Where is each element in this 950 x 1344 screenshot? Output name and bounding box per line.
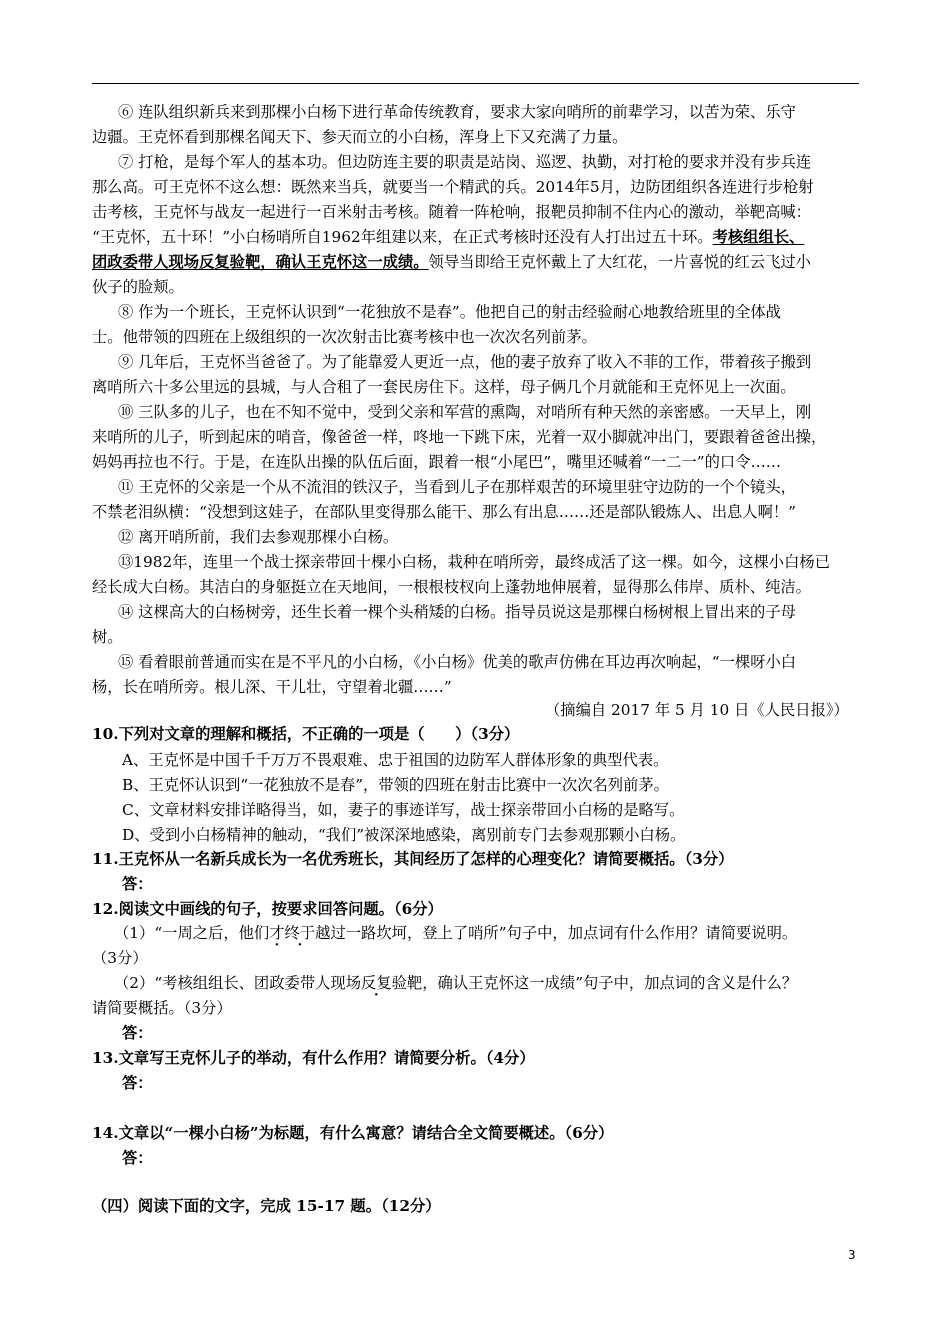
section-4-heading: （四）阅读下面的文字，完成 15-17 题。（12分） xyxy=(92,1197,441,1215)
question-12-part-1-text-a: （1）“一周之后，他们 xyxy=(114,924,270,942)
paragraph-7-line-5 xyxy=(92,252,811,272)
paragraph-10-line-3: 妈妈再拉也不行。于是，在连队出操的队伍后面，跟着一根“小尾巴”，嘴里还喊着“一二一”的口令…… xyxy=(92,453,782,471)
paragraph-7-line-3: 击考核，王克怀与战友一起进行一百米射击考核。随着一阵枪响，报靶员抑制不住内心的激动，举靶高喊： xyxy=(92,203,811,221)
question-14: 14.文章以“一棵小白杨”为标题，有什么寓意？请结合全文简要概述。（6分） xyxy=(92,1124,614,1142)
question-13: 13.文章写王克怀儿子的举动，有什么作用？请简要分析。（4分） xyxy=(92,1049,535,1067)
paragraph-12-line-1: ⑫ 离开哨所前，我们去参观那棵小白杨。 xyxy=(118,528,399,546)
paragraph-13-line-1: ⑬1982年，连里一个战士探亲带回十棵小白杨，栽种在哨所旁，最终成活了这一棵。如今，这棵小白杨已 xyxy=(118,553,830,571)
paragraph-7-line-4 xyxy=(92,227,804,247)
source-citation: （摘编自 2017 年 5 月 10 日《人民日报》） xyxy=(545,701,849,719)
underlined-sentence-start: 考核组组长、 xyxy=(712,228,805,246)
paragraph-7-line-1: ⑦ 打枪，是每个军人的基本功。但边防连主要的职责是站岗、巡逻、执勤，对打枪的要求并没有步兵连 xyxy=(118,153,812,171)
question-10-option-d: D、受到小白杨精神的触动，“我们”被深深地感染，离别前专门去参观那颗小白杨。 xyxy=(122,826,686,844)
question-10-option-a: A、王克怀是中国千千万万不畏艰难、忠于祖国的边防军人群体形象的典型代表。 xyxy=(122,751,669,769)
question-12-part-2-text-b: 验靶，确认王克怀这一成绩”句子中，加点词的含义是什么？ xyxy=(391,974,798,992)
paragraph-7-line-4-text: “王克怀，五十环！”小白杨哨所自1962年组建以来，在正式考核时还没有人打出过五十环。 xyxy=(92,228,713,246)
paragraph-6-line-2: 边疆。王克怀看到那棵名闻天下、参天而立的小白杨，浑身上下又充满了力量。 xyxy=(92,128,628,146)
answer-label-12: 答： xyxy=(122,1024,153,1042)
question-12: 12.阅读文中画线的句子，按要求回答问题。（6分） xyxy=(92,900,443,918)
question-10-option-b: B、王克怀认识到“一花独放不是春”，带领的四班在射击比赛中一次次名列前茅。 xyxy=(122,776,669,794)
question-10: 10.下列对文章的理解和概括，不正确的一项是（ ）（3分） xyxy=(92,725,520,743)
question-12-part-1-score: （3分） xyxy=(92,949,148,967)
paragraph-13-line-2: 经长成大白杨。其洁白的身躯挺立在天地间，一根根枝杈向上蓬勃地伸展着，显得那么伟岸、质朴、纯洁。 xyxy=(92,578,811,596)
question-12-part-2 xyxy=(114,973,797,993)
paragraph-14-line-1: ⑭ 这棵高大的白杨树旁，还生长着一棵个头稍矮的白杨。指导员说这是那棵白杨树根上冒出来的子母 xyxy=(118,603,796,621)
dotted-word-cai: 才 xyxy=(269,924,285,942)
paragraph-10-line-2: 来哨所的儿子，听到起床的哨音，像爸爸一样，咚地一下跳下床，光着一双小脚就冲出门，要跟着爸爸出操， xyxy=(92,428,827,446)
answer-label-13: 答： xyxy=(122,1074,153,1092)
page-number: 3 xyxy=(848,1248,856,1262)
question-12-part-1-text-b: 越过一路坎坷，登上了哨所”句子中，加点词有什么作用？请简要说明。 xyxy=(315,924,798,942)
question-12-part-2-text-a: （2）“考核组组长、团政委带人现场 xyxy=(114,974,362,992)
answer-label-14: 答： xyxy=(122,1149,153,1167)
paragraph-11-line-1: ⑪ 王克怀的父亲是一个从不流泪的铁汉子，当看到儿子在那样艰苦的环境里驻守边防的一个个镜头， xyxy=(118,478,796,496)
underlined-sentence-end: 团政委带人现场反复验靶，确认王克怀这一成绩。 xyxy=(92,253,429,271)
paragraph-7-line-5-text: 领导当即给王克怀戴上了大红花，一片喜悦的红云飞过小 xyxy=(428,253,811,271)
paragraph-15-line-1: ⑮ 看着眼前普通而实在是不平凡的小白杨，《小白杨》优美的歌声仿佛在耳边再次响起，“一棵呀小白 xyxy=(118,653,797,671)
question-10-option-c: C、文章材料安排详略得当，如，妻子的事迹详写，战士探亲带回小白杨的是略写。 xyxy=(122,801,685,819)
dotted-word-fanfu: 反复 xyxy=(361,974,392,992)
paragraph-11-line-2: 不禁老泪纵横：“没想到这娃子，在部队里变得那么能干、那么有出息……还是部队锻炼人、出息人啊！” xyxy=(92,503,797,521)
paragraph-8-line-2: 士。他带领的四班在上级组织的一次次射击比赛考核中也一次次名列前茅。 xyxy=(92,328,597,346)
paragraph-7-line-6: 伙子的脸颊。 xyxy=(92,278,184,296)
question-11: 11.王克怀从一名新兵成长为一名优秀班长，其间经历了怎样的心理变化？请简要概括。（3分） xyxy=(92,850,734,868)
question-12-part-1 xyxy=(114,923,797,943)
paragraph-14-line-2: 树。 xyxy=(92,628,123,646)
paragraph-9-line-2: 离哨所六十多公里远的县城，与人合租了一套民房住下。这样，母子俩几个月就能和王克怀见上一次面。 xyxy=(92,378,796,396)
answer-label-11: 答： xyxy=(122,875,153,893)
paragraph-15-line-2: 杨，长在哨所旁。根儿深、干儿壮，守望着北疆……” xyxy=(92,678,452,696)
header-rule xyxy=(92,83,859,84)
paragraph-9-line-1: ⑨ 几年后，王克怀当爸爸了。为了能靠爱人更近一点，他的妻子放弃了收入不菲的工作，带着孩子搬到 xyxy=(118,353,812,371)
paragraph-7-line-2: 那么高。可王克怀不这么想：既然来当兵，就要当一个精武的兵。2014年5月，边防团组织各连进行步枪射 xyxy=(92,178,814,196)
paragraph-10-line-1: ⑩ 三队多的儿子，也在不知不觉中，受到父亲和军营的熏陶，对哨所有种天然的亲密感。一天早上，刚 xyxy=(118,403,812,421)
paragraph-8-line-1: ⑧ 作为一个班长，王克怀认识到“一花独放不是春”。他把自己的射击经验耐心地教给班里的全体战 xyxy=(118,303,781,321)
paragraph-6-line-1: ⑥ 连队组织新兵来到那棵小白杨下进行革命传统教育，要求大家向哨所的前辈学习，以苦为荣、乐守 xyxy=(118,103,796,121)
dotted-word-zhongyu: 终于 xyxy=(284,924,316,942)
question-12-part-2-score: 请简要概括。（3分） xyxy=(92,999,232,1017)
